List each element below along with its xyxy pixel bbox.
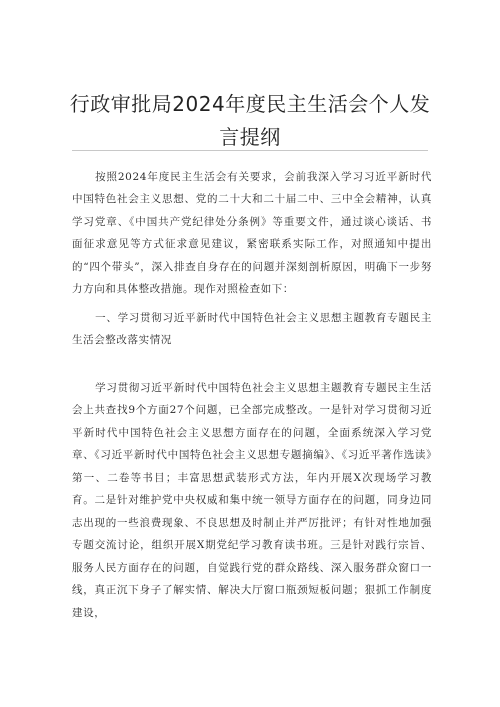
document-title: 行政审批局2024年度民主生活会个人发言提纲 bbox=[69, 92, 431, 149]
paragraph-intro: 按照2024年度民主生活会有关要求，会前我深入学习习近平新时代中国特色社会主义思想、党的二十大和二十届二中、三中全会精神，认真学习党章、《中国共产党纪律处分条例》等重要文件，通过谈心谈话、书面征求意见等方式征求意见建议，紧密联系实际工作，对照通知中提出的“四个带头”，深入排查自身存在的问题并深刻剖析原因，明确下一步努力方向和具体整改措施。现作对照检查如下： bbox=[72, 170, 432, 295]
paragraph-section-heading: 一、学习贯彻习近平新时代中国特色社会主义思想主题教育专题民主生活会整改落实情况 bbox=[72, 311, 432, 346]
paragraph-section-body: 学习贯彻习近平新时代中国特色社会主义思想主题教育专题民主生活会上共查找9个方面27个问题，已全部完成整改。一是针对学习贯彻习近平新时代中国特色社会主义思想方面存在的问题，全面系统深入学习党章、《习近平新时代中国特色社会主义思想专题摘编》、《习近平著作选读》第一、二卷等书目；丰富思想武装形式方法，年内开展X次现场学习教育。二是针对维护党中央权威和集中统一领导方面存在的问题，同身边同志出现的一些浪费现象、不良思想及时制止并严厉批评；有针对性地加强专题交流讨论，组织开展X期党纪学习教育读书班。三是针对践行宗旨、服务人民方面存在的问题，自觉践行党的群众路线、深入服务群众窗口一线，真正沉下身子了解实情、解决大厅窗口瓶颈短板问题；狠抓工作制度建设， bbox=[72, 381, 432, 619]
title-divider bbox=[72, 150, 428, 151]
